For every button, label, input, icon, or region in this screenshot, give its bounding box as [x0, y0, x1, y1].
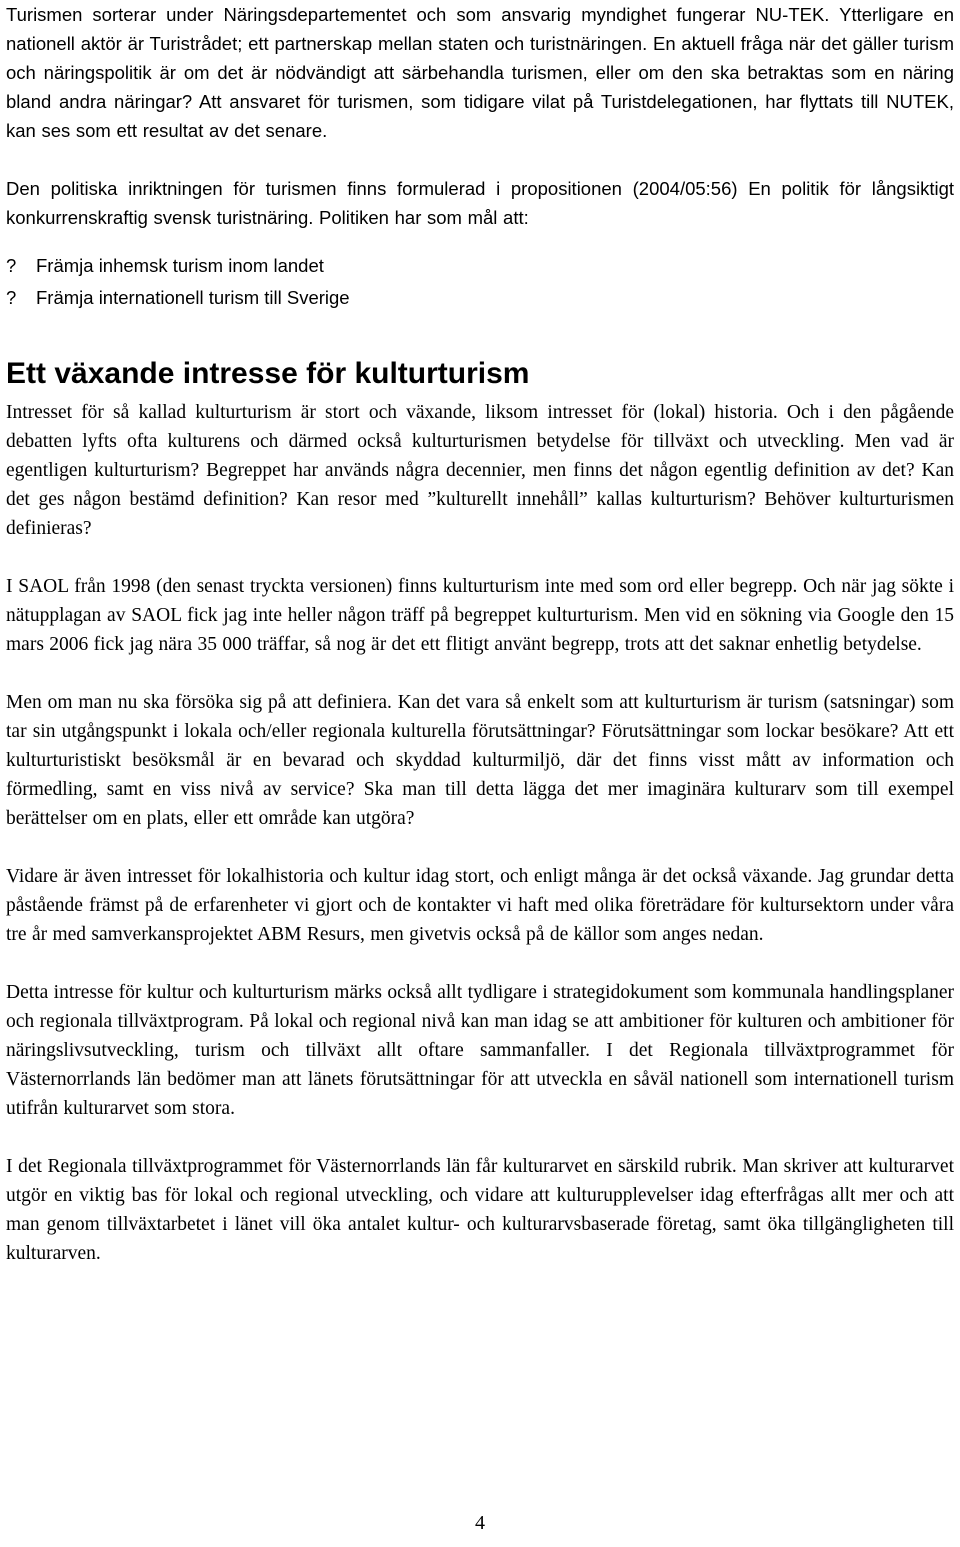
- spacer: [6, 232, 954, 250]
- spacer: [6, 314, 954, 356]
- goal-text: Främja inhemsk turism inom landet: [36, 255, 324, 276]
- body-paragraph: Men om man nu ska försöka sig på att definiera. Kan det vara så enkelt som att kulturturism är turism (satsningar) som tar sin utgångspunkt i lokala och/eller regionala kulturella förutsättningar? Förutsättningar som lockar besökare? Att ett kulturturistiskt besöksmål är en bevarad och skyddad kulturmiljö, där det finns visst mått av information och förmedling, samt en viss nivå av service? Ska man till detta lägga det mer imaginära kulturarv som till exempel berättelser om en plats, eller ett område kan utgöra?: [6, 692, 954, 829]
- spacer: [6, 833, 954, 862]
- body-paragraph: Detta intresse för kultur och kulturturism märks också allt tydligare i strategidokument som kommunala handlingsplaner och regionala tillväxtprogram. På lokal och regional nivå kan man idag se att ambitioner för kulturen och ambitioner för näringslivsutveckling, turism och tillväxt allt oftare sammanfaller. I det Regionala tillväxtprogrammet för Västernorrlands län bedömer man att länets förutsättningar för att utveckla en såväl nationell som internationell turism utifrån kulturarvet som stora.: [6, 982, 954, 1119]
- bullet-mark: ?: [6, 287, 17, 308]
- spacer: [6, 145, 954, 174]
- body-paragraph: I det Regionala tillväxtprogrammet för Västernorrlands län får kulturarvet en särskild rubrik. Man skriver att kulturarvet utgör en viktig bas för lokal och regional utveckling, och vidare att kulturupplevelser idag efterfrågas allt mer och att man genom tillväxtarbetet i länet vill öka antalet kultur- och kulturarvsbaserade företag, samt öka tillgängligheten till kulturarven.: [6, 1156, 954, 1264]
- goal-text: Främja internationell turism till Sverige: [36, 287, 350, 308]
- spacer: [6, 659, 954, 688]
- spacer: [6, 543, 954, 572]
- section-heading: Ett växande intresse för kulturturism: [6, 357, 530, 390]
- document-page: [6, 0, 954, 1268]
- list-item: [6, 250, 954, 282]
- body-paragraph: Intresset för så kallad kulturturism är stort och växande, liksom intresset för (lokal) historia. Och i den pågående debatten lyfts ofta kulturens och därmed också kulturturismen betydelse för tillväxt och utveckling. Men vad är egentligen kulturturism? Begreppet har används några decennier, men finns det någon egentlig definition av det? Kan det ges någon bestämd definition? Kan resor med ”kulturellt innehåll” kallas kulturturism? Behöver kulturturismen definieras?: [6, 402, 954, 539]
- body-paragraph: Vidare är även intresset för lokalhistoria och kultur idag stort, och enligt många är det också växande. Jag grundar detta påstående främst på de erfarenheter vi gjort och de kontakter vi haft med olika företrädare för kultursektorn under våra tre år med samverkansprojektet ABM Resurs, men givetvis också på de källor som anges nedan.: [6, 866, 954, 945]
- spacer: [6, 1123, 954, 1152]
- list-item: [6, 282, 954, 314]
- page-number: 4: [475, 1512, 485, 1534]
- body-paragraph: I SAOL från 1998 (den senast tryckta versionen) finns kulturturism inte med som ord eller begrepp. Och när jag sökte i nätupplagan av SAOL fick jag inte heller någon träff på begreppet kulturturism. Men vid en sökning via Google den 15 mars 2006 fick jag nära 35 000 träffar, så nog är det ett flitigt använt begrepp, trots att det saknar enhetlig betydelse.: [6, 576, 954, 655]
- bullet-mark: ?: [6, 255, 17, 276]
- goals-list: [6, 250, 954, 314]
- intro-paragraph: Turismen sorterar under Näringsdepartementet och som ansvarig myndighet fungerar NU-TEK. Ytterligare en nationell aktör är Turistrådet; ett partnerskap mellan staten och turistnäringen. En aktuell fråga när det gäller turism och näringspolitik är om det är nödvändigt att särbehandla turismen, eller om den ska betraktas som en näring bland andra näringar? Att ansvaret för turismen, som tidigare vilat på Turistdelegationen, har flyttats till NUTEK, kan ses som ett resultat av det senare.: [6, 4, 954, 141]
- policy-paragraph: Den politiska inriktningen för turismen finns formulerad i propositionen (2004/05:56) En politik för långsiktigt konkurrenskraftig svensk turistnäring. Politiken har som mål att:: [6, 178, 954, 228]
- spacer: [6, 949, 954, 978]
